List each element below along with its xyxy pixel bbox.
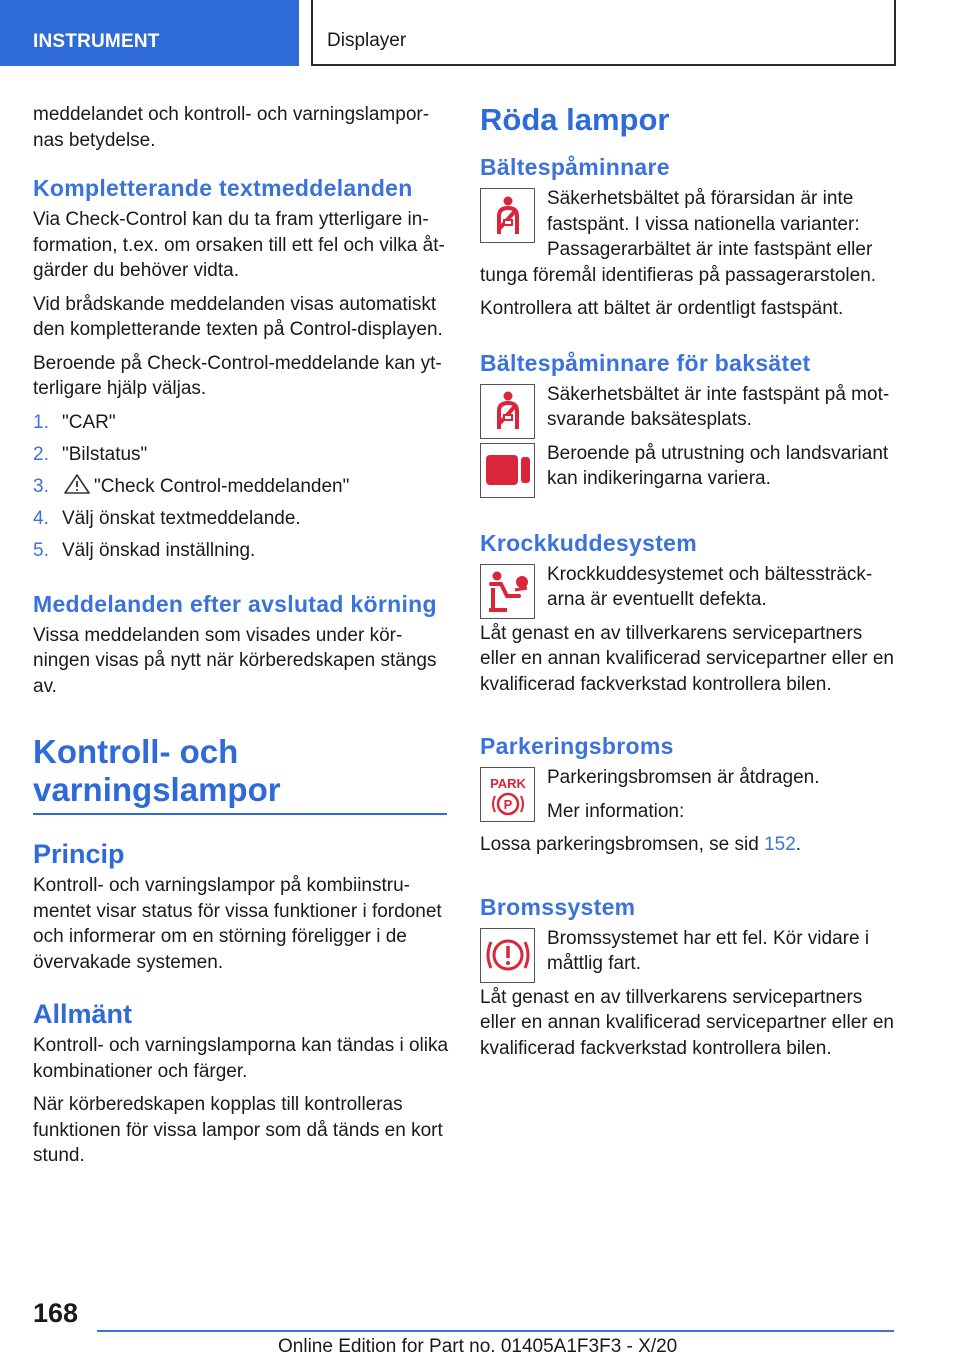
page-header bbox=[0, 0, 960, 66]
paragraph: Beroende på utrustning och landsvariant kan indikeringarna variera. bbox=[547, 442, 889, 489]
heading-princip: Princip bbox=[33, 839, 125, 869]
list-item: 5. Välj önskad inställning. bbox=[33, 539, 256, 561]
heading-rear-belt: Bältespåminnare för baksätet bbox=[480, 349, 811, 376]
chapter-label: Displayer bbox=[327, 30, 407, 51]
heading-after-driving: Meddelanden efter avslutad körning bbox=[33, 590, 437, 617]
page-number: 168 bbox=[33, 1298, 79, 1328]
airbag-icon bbox=[480, 564, 535, 619]
paragraph: Lossa parkeringsbromsen, se sid 152. bbox=[480, 834, 802, 855]
paragraph: Krockkuddesystemet och bältessträckarna är eventuellt defekta. bbox=[547, 563, 873, 610]
section-tab bbox=[0, 0, 299, 66]
edition-text: Online Edition for Part no. 01405A1F3F3 - X/20 bbox=[278, 1336, 678, 1357]
paragraph: När körberedskapen kopplas till kontrolleras funktionen för vissa lampor som då tänds en kort stund. bbox=[33, 1094, 443, 1166]
heading-textmessages: Kompletterande textmeddelanden bbox=[33, 175, 413, 201]
brake-warning-icon bbox=[480, 928, 535, 983]
paragraph: Beroende på Check-Control-meddelande kan ytterligare hjälp väljas. bbox=[33, 352, 442, 399]
paragraph: Kontroll- och varningslamporna kan tändas i olika kombinationer och färger. bbox=[33, 1035, 449, 1082]
seatbelt-icon bbox=[480, 188, 535, 243]
seatbelt-icon bbox=[480, 384, 535, 439]
steps-list bbox=[33, 410, 449, 563]
section-label: INSTRUMENT bbox=[33, 31, 160, 52]
footer-divider bbox=[97, 1330, 894, 1332]
warning-triangle-icon bbox=[64, 474, 90, 494]
list-item: 1. "CAR" bbox=[33, 411, 116, 433]
paragraph: Bromssystemet har ett fel. Kör vidare i måttlig fart. bbox=[547, 927, 870, 974]
heading-parking-brake: Parkeringsbroms bbox=[480, 733, 674, 759]
paragraph: Kontroll- och varningslampor på kombiinstrumentet visar status för vissa funktioner i fordonet och informerar om en störning föreligger i de övervakade systemen. bbox=[33, 875, 442, 973]
list-item: 4. Välj önskat textmeddelande. bbox=[33, 507, 301, 529]
heading-airbag: Krockkuddesystem bbox=[480, 529, 697, 556]
heading-allmant: Allmänt bbox=[33, 999, 133, 1029]
intro-text: meddelandet och kontroll- och varningslampornas betydelse. bbox=[33, 104, 430, 151]
heading-warning-lamps: Kontroll- och varningslampor bbox=[33, 733, 447, 815]
paragraph: Parkeringsbromsen är åtdragen. bbox=[547, 767, 820, 788]
svg-text:PARK: PARK bbox=[489, 775, 526, 791]
chapter-tab bbox=[311, 0, 896, 66]
left-column bbox=[33, 102, 449, 1177]
paragraph: Vid brådskande meddelanden visas automatiskt den kompletterande texten på Control-displayen. bbox=[33, 293, 443, 340]
paragraph: Säkerhetsbältet är inte fastspänt på motsvarande baksätesplats. bbox=[547, 383, 890, 430]
list-item: 3. "Check Control-meddelanden" bbox=[33, 475, 350, 497]
rear-seat-indicator-icon bbox=[480, 443, 535, 498]
list-item: 2. "Bilstatus" bbox=[33, 443, 148, 465]
paragraph: Kontrollera att bältet är ordentligt fastspänt. bbox=[480, 298, 844, 319]
parking-brake-icon bbox=[480, 767, 535, 822]
paragraph: Låt genast en av tillverkarens servicepartners eller en annan kvalificerad servicepartner eller en kvalificerad fackverkstad kontrollera bilen. bbox=[480, 622, 895, 695]
paragraph: Säkerhetsbältet på förarsidan är inte fastspänt. I vissa nationella varianter: Passagerarbältet är inte fastspänt eller tunga föremål identifieras på passagerarstolen. bbox=[480, 188, 877, 286]
page-reference-link[interactable]: 152 bbox=[764, 834, 796, 855]
paragraph: Vissa meddelanden som visades under körningen visas på nytt när körberedskapen stängs av. bbox=[33, 624, 437, 697]
paragraph: Låt genast en av tillverkarens servicepartners eller en annan kvalificerad servicepartner eller en kvalificerad fackverkstad kontrollera bilen. bbox=[480, 986, 895, 1059]
paragraph: Via Check-Control kan du ta fram ytterligare information, t.ex. om orsaken till ett fel och vilka åtgärder du behöver vidta. bbox=[33, 209, 445, 281]
heading-red-lamps: Röda lampor bbox=[480, 102, 670, 137]
svg-text:P: P bbox=[503, 796, 512, 812]
right-column bbox=[480, 102, 896, 1069]
heading-brake-system: Bromssystem bbox=[480, 893, 636, 920]
paragraph: Mer information: bbox=[547, 800, 685, 822]
heading-belt-reminder: Bältespåminnare bbox=[480, 154, 670, 180]
